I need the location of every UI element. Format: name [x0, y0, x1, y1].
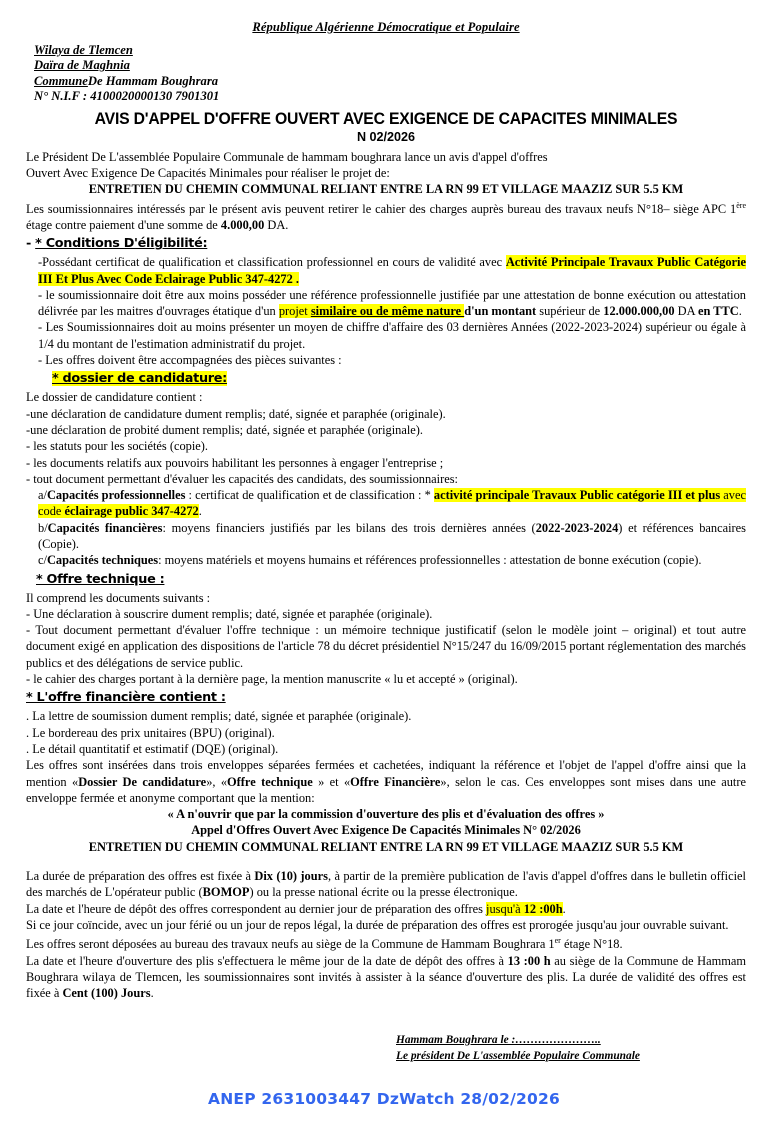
signature-place-date-text: Hammam Boughrara le :…………………..: [396, 1033, 601, 1046]
eligibility-item-2-ttc: en TTC: [697, 304, 739, 319]
cap-a-highlight-bold: activité principale Travaux Public catégorie III et plus: [433, 488, 721, 503]
validite-value: Cent (100) Jours: [62, 986, 151, 1001]
envelopes-paragraph: [26, 757, 746, 806]
offre-financiere-heading-text: * L'offre financière contient :: [26, 690, 226, 706]
retrait-text-b: étage contre paiement d'une somme de: [26, 217, 221, 232]
retrait-paragraph: [26, 198, 746, 234]
eligibility-item-2: [26, 287, 746, 320]
eligibility-item-1-text: -Possédant certificat de qualification et classification professionnel en cours de validité avec: [38, 255, 506, 270]
page-title: AVIS D'APPEL D'OFFRE OUVERT AVEC EXIGENCE DE CAPACITES MINIMALES: [94, 109, 678, 128]
eligibility-item-2-text-a: - le soumissionnaire doit être aux moins posséder une référence professionnelle justifiée par une attestation de bonne exécution ou attestation délivrée par les maitres d'ouvrages étatique d'un: [38, 287, 746, 319]
retrait-text-a: Les soumissionnaires intéressés par le présent avis peuvent retirer le cahier des charges auprès bureau des travaux neufs N°18– siège APC 1: [26, 201, 737, 216]
list-item: - Tout document permettant d'évaluer l'offre technique : un mémoire technique justificatif (selon le modèle joint – original) et tout autre document exigé en application des dispositions de l'article 78 du décret présidentiel N°15/247 du 16/09/2015 portant réglementation des marchés publics et des délégations de service public.: [26, 623, 746, 670]
daira-line: [34, 58, 746, 73]
signature-title-text: Le président De L'assemblée Populaire Communale: [396, 1049, 640, 1062]
intro-line-1: Le Président De L'assemblée Populaire Communale de hammam boughrara lance un avis d'appel d'offres: [26, 149, 548, 164]
envelope-label-technique: Offre technique: [227, 774, 313, 789]
cap-a-text: : certificat de qualification et de classification : *: [185, 488, 434, 503]
retrait-text-c: DA.: [264, 217, 289, 232]
capacites-professionnelles: [26, 487, 746, 520]
eligibility-item-2-amount: 12.000.000,00: [603, 304, 675, 319]
envelope-mention-3: ENTRETIEN DU CHEMIN COMMUNAL RELIANT ENTRE LA RN 99 ET VILLAGE MAAZIZ SUR 5.5 KM: [88, 839, 684, 854]
candidature-intro: Le dossier de candidature contient :: [26, 390, 203, 405]
ouverture-text-a: La date et l'heure d'ouverture des plis s'effectuera le même jour de la date de dépôt des offres à: [26, 953, 508, 968]
ouverture-text-c: .: [150, 986, 154, 1001]
project-title: ENTRETIEN DU CHEMIN COMMUNAL RELIANT ENTRE LA RN 99 ET VILLAGE MAAZIZ SUR 5.5 KM: [88, 182, 684, 197]
section-heading-eligibility: [26, 234, 746, 253]
list-item: . Le détail quantitatif et estimatif (DQE) (original).: [26, 741, 279, 756]
depot-lieu-text-b: étage N°18.: [560, 937, 623, 952]
depot-paragraph: [26, 901, 746, 917]
envelope-mention-1: « A n'ouvrir que par la commission d'ouverture des plis et d'évaluation des offres »: [167, 807, 605, 822]
eligibility-item-3: - Les Soumissionnaires doit au moins présenter un moyen de chiffre d'affaire des 03 dernières Années (2022-2023-2024) supérieur ou égale à 1/4 du montant de l'estimation administratif du projet.: [38, 320, 746, 351]
ouverture-text-b: au siège de la Commune de Hammam Boughrara wilaya de Tlemcen, les soumissionnaires sont invités à assister à la séance d'ouverture des plis. La durée de validité des offres est fixée à: [26, 953, 746, 1001]
offre-technique-heading-text: * Offre technique :: [36, 571, 165, 587]
cap-b-text-2: ) et références bancaires (Copie).: [38, 520, 746, 551]
capacites-financieres: [26, 520, 746, 553]
eligibility-item-2-highlight-bold: similaire ou de même nature: [310, 304, 465, 319]
cap-a-label: Capacités professionnelles: [46, 488, 186, 503]
list-item: - le cahier des charges portant à la dernière page, la mention manuscrite « lu et accepté » (original).: [26, 672, 518, 687]
duree-text-b: , à partir de la première publication de l'avis d'appel d'offres dans le bulletin officiel des marchés de L'opérateur public (: [26, 869, 746, 900]
retrait-amount: 4.000,00: [220, 217, 265, 232]
candidature-heading-text: * dossier de candidature:: [52, 371, 227, 387]
duree-text-a: La durée de préparation des offres est fixée à: [26, 869, 255, 884]
commune-label: Commune: [34, 73, 88, 88]
eligibility-item-1-highlight: Activité Principale Travaux Public Catégorie III Et Plus Avec Code Eclairage Public 347-4272 .: [38, 255, 746, 286]
bomop-label: BOMOP: [202, 885, 250, 900]
cap-c-prefix: c/: [38, 553, 47, 568]
list-item: - tout document permettant d'évaluer les capacités des candidats, des soumissionnaires:: [26, 471, 458, 486]
envelope-label-financiere: Offre Financière: [350, 774, 441, 789]
wilaya-label: Wilaya de Tlemcen: [34, 43, 133, 57]
eligibility-heading-text: * Conditions D'éligibilité:: [35, 236, 208, 252]
eligibility-item-2-text-b: supérieur de: [536, 304, 604, 319]
depot-highlight-plain: jusqu'à: [486, 901, 524, 916]
cap-b-text: : moyens financiers justifiés par les bilans des trois dernières années (: [162, 520, 536, 535]
list-item: - les documents relatifs aux pouvoirs habilitant les personnes à engager l'entreprise ;: [26, 455, 444, 470]
envelopes-text-a: Les offres sont insérées dans trois enveloppes séparées fermées et cachetées, indiquant la référence et l'objet de l'appel d'offre ainsi que la mention «: [26, 758, 746, 789]
jour-ferie-paragraph: Si ce jour coïncide, avec un jour férié ou un jour de repos légal, la durée de préparation des offres est prorogée jusqu'au jour ouvrable suivant.: [26, 917, 729, 932]
ouverture-time: 13 :00 h: [507, 953, 551, 968]
commune-line: [34, 74, 746, 89]
ouverture-paragraph: [26, 953, 746, 1002]
cap-c-label: Capacités techniques: [46, 553, 159, 568]
depot-time: 12 :00h: [523, 901, 563, 916]
list-item: . La lettre de soumission dument remplis; daté, signée et paraphée (originale).: [26, 709, 412, 724]
envelope-mention-2: Appel d'Offres Ouvert Avec Exigence De Capacités Minimales N° 02/2026: [191, 823, 581, 838]
cap-b-prefix: b/: [38, 520, 48, 535]
cap-a-highlight-bold-2: éclairage public 347-4272: [64, 504, 199, 519]
duree-value: Dix (10) jours: [254, 869, 328, 884]
retrait-sup: ère: [736, 200, 746, 210]
wilaya-line: [34, 43, 746, 58]
cap-b-label: Capacités financières: [47, 520, 163, 535]
list-item: . Le bordereau des prix unitaires (BPU) (original).: [26, 725, 275, 740]
list-item: -une déclaration de probité dument remplis; daté, signée et paraphée (originale).: [26, 422, 424, 437]
envelopes-text-b: », selon le cas. Ces enveloppes sont mises dans une autre enveloppe fermée et anonyme comportant que la mention:: [26, 774, 746, 805]
depot-lieu-sup: er: [554, 936, 561, 946]
depot-lieu-paragraph: [26, 933, 746, 952]
offre-technique-intro: Il comprend les documents suivants :: [26, 590, 211, 605]
eligibility-item-2-text-c: DA: [674, 304, 698, 319]
commune-rest: De Hammam Boughrara: [87, 73, 219, 88]
list-item: - les statuts pour les sociétés (copie).: [26, 439, 209, 454]
signature-block: [26, 1032, 746, 1064]
eligibility-item-1: [26, 254, 746, 287]
cap-a-prefix: a/: [38, 488, 47, 503]
organisation-block: [34, 43, 746, 105]
duree-preparation-paragraph: [26, 868, 746, 901]
cap-a-highlight-plain: avec code: [38, 488, 746, 519]
envelopes-mid-2: » et «: [312, 774, 351, 789]
daira-label: Daïra de Maghnia: [34, 58, 130, 73]
section-heading-candidature: [26, 369, 746, 388]
tender-number: N 02/2026: [356, 129, 416, 144]
intro-line-2: Ouvert Avec Exigence De Capacités Minimales pour réaliser le projet de:: [26, 165, 390, 180]
list-item: -une déclaration de candidature dument remplis; daté, signée et paraphée (originale).: [26, 406, 446, 421]
depot-text-a: La date et l'heure de dépôt des offres correspondent au dernier jour de préparation des offres: [26, 901, 487, 916]
depot-lieu-text-a: Les offres seront déposées au bureau des travaux neufs au siège de la Commune de Hammam Boughrara 1: [26, 937, 555, 952]
eligibility-heading-prefix: -: [26, 236, 36, 252]
cap-c-text: : moyens matériels et moyens humains et références professionnelles : attestation de bonne exécution (copie).: [158, 553, 702, 568]
anep-footer: ANEP 2631003447 DzWatch 28/02/2026: [208, 1090, 560, 1108]
list-item: - Une déclaration à souscrire dument remplis; daté, signée et paraphée (originale).: [26, 606, 433, 621]
envelopes-mid-1: », «: [206, 774, 228, 789]
signature-title: [396, 1048, 746, 1064]
nif-label: N° N.I.F :: [34, 89, 91, 104]
nif-line: [34, 89, 746, 104]
envelope-label-candidature: Dossier De candidature: [78, 774, 207, 789]
section-heading-offre-technique: [26, 570, 746, 589]
eligibility-item-4: - Les offres doivent être accompagnées des pièces suivantes :: [38, 353, 342, 368]
signature-place-date: [396, 1032, 746, 1048]
cap-b-years: 2022-2023-2024: [535, 520, 619, 535]
capacites-techniques: [26, 552, 746, 568]
duree-text-c: ) ou la presse national écrite ou la presse électronique.: [249, 885, 518, 900]
section-heading-offre-financiere: [26, 688, 746, 707]
depot-text-b: .: [562, 901, 566, 916]
eligibility-item-2-highlight-plain: projet: [278, 304, 311, 319]
national-header: République Algérienne Démocratique et Populaire: [252, 20, 520, 34]
cap-a-end: .: [198, 504, 202, 519]
eligibility-item-2-bold: d'un montant: [464, 304, 537, 319]
eligibility-item-2-text-d: .: [738, 304, 742, 319]
nif-value: 4100020000130 7901301: [90, 89, 220, 104]
